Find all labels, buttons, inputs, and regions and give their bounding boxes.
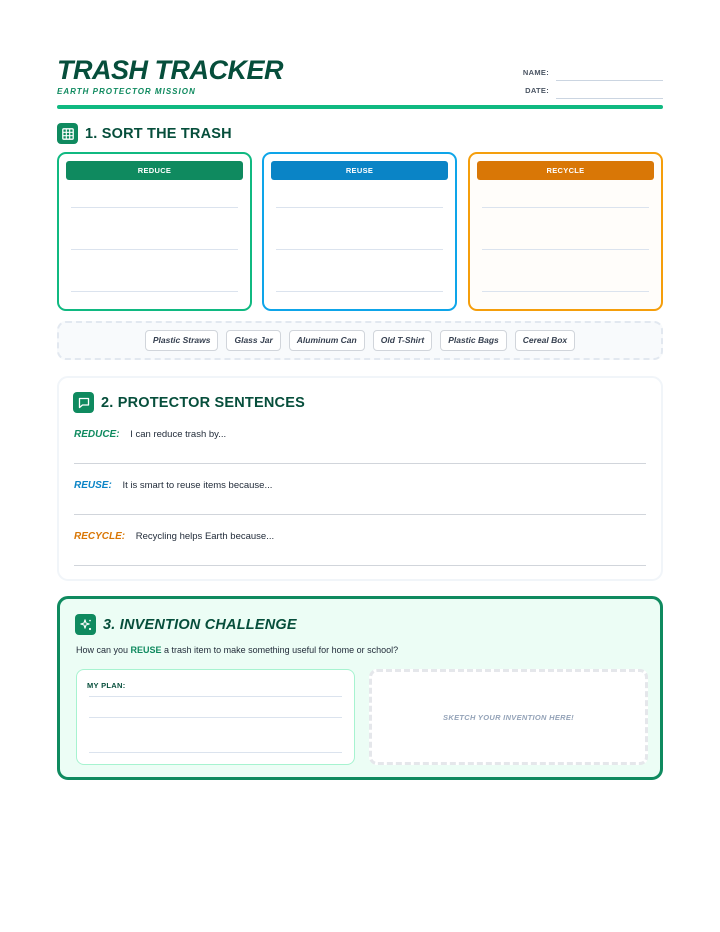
recycle-sentence [74,531,274,542]
reduce-prompt: I can reduce trash by... [130,429,227,440]
sketch-label: SKETCH YOUR INVENTION HERE! [443,712,574,722]
word-chip[interactable]: Aluminum Can [289,330,365,351]
writing-line [482,291,649,292]
writing-line [89,752,342,753]
worksheet-header [57,56,663,110]
header-divider [57,105,663,109]
chat-bubble-icon [73,392,94,413]
writing-line [482,207,649,208]
reuse-prompt: It is smart to reuse items because... [122,480,273,491]
date-label: DATE: [525,86,549,95]
word-chip[interactable]: Glass Jar [226,330,280,351]
writing-line [89,717,342,718]
reduce-sentence [74,429,226,440]
sentences-section-title: 2. PROTECTOR SENTENCES [101,394,305,411]
reuse-lead: REUSE: [74,480,112,491]
writing-line [276,207,443,208]
reuse-box[interactable] [262,152,457,311]
invention-section-heading [75,614,297,635]
reduce-box-label: REDUCE [66,161,243,180]
invention-question [76,645,398,655]
invention-card [57,596,663,780]
name-label: NAME: [522,68,549,77]
name-field[interactable] [503,68,663,82]
page-subtitle: EARTH PROTECTOR MISSION [57,87,196,96]
recycle-prompt: Recycling helps Earth because... [135,531,275,542]
date-field[interactable] [503,86,663,100]
sketch-area[interactable] [369,669,648,765]
plan-box[interactable] [76,669,355,765]
writing-line [71,207,238,208]
sort-section-heading [57,123,232,144]
reuse-sentence [74,480,272,491]
word-chip[interactable]: Old T-Shirt [373,330,432,351]
date-line[interactable] [556,98,663,99]
sparkle-icon [75,614,96,635]
word-chip[interactable]: Plastic Bags [440,330,507,351]
question-highlight: REUSE [130,645,162,655]
recycle-box-label: RECYCLE [477,161,654,180]
answer-line[interactable] [74,565,646,566]
reduce-lead: REDUCE: [74,429,120,440]
question-end: a trash item to make something useful for home or school? [161,645,399,655]
reuse-box-label: REUSE [271,161,448,180]
answer-line[interactable] [74,514,646,515]
word-bank [57,321,663,360]
writing-line [89,696,342,697]
writing-line [276,291,443,292]
recycle-box[interactable] [468,152,663,311]
word-chip[interactable]: Plastic Straws [145,330,219,351]
sentences-section-heading [73,392,305,413]
word-chip[interactable]: Cereal Box [515,330,575,351]
answer-line[interactable] [74,463,646,464]
plan-label: MY PLAN: [87,681,126,690]
recycle-lead: RECYCLE: [74,531,126,542]
writing-line [482,249,649,250]
invention-section-title: 3. INVENTION CHALLENGE [103,616,297,633]
sentences-card [57,376,663,581]
writing-line [71,291,238,292]
name-line[interactable] [556,80,663,81]
grid-icon [57,123,78,144]
reduce-box[interactable] [57,152,252,311]
writing-line [71,249,238,250]
question-start: How can you [76,645,131,655]
writing-line [276,249,443,250]
sort-section-title: 1. SORT THE TRASH [85,125,232,142]
page-title: TRASH TRACKER [57,55,283,85]
